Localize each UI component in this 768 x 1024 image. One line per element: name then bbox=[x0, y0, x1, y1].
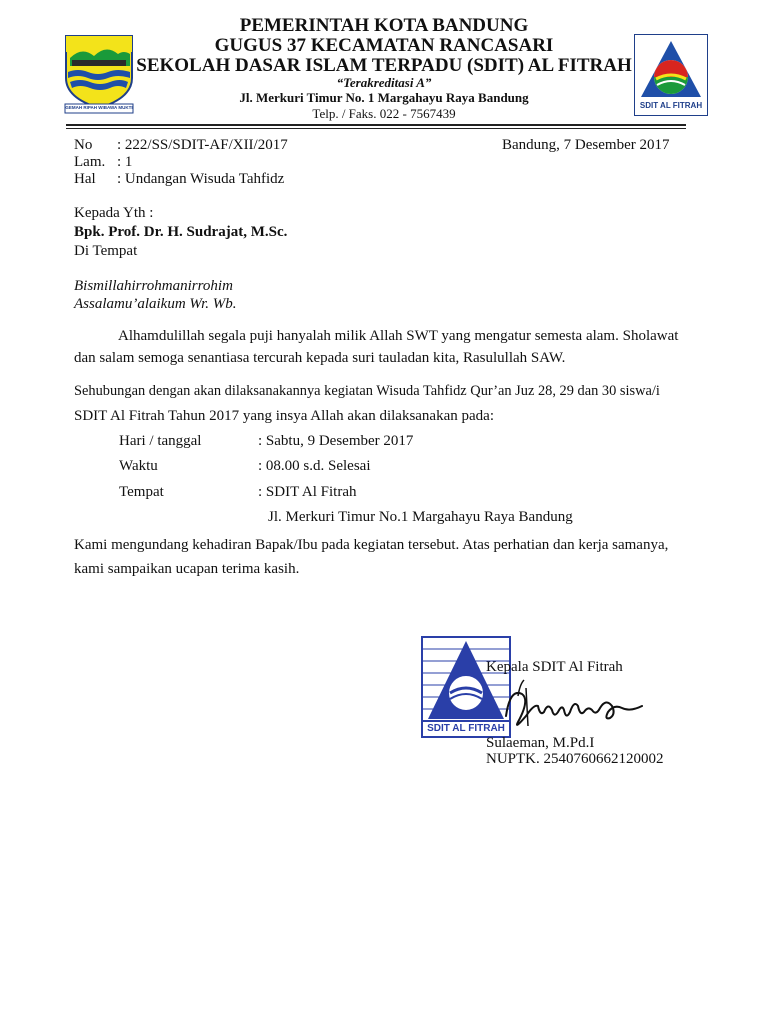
stamp-label: SDIT AL FITRAH bbox=[427, 723, 505, 734]
header-accreditation: “Terakreditasi A” bbox=[336, 75, 432, 90]
logo-label: SDIT AL FITRAH bbox=[639, 101, 703, 110]
logo-motto: GEMAH RIPAH WIBAWA MUKTI bbox=[65, 105, 133, 110]
body-p2-line2: SDIT Al Fitrah Tahun 2017 yang insya Allah akan dilaksanakan pada: bbox=[74, 408, 494, 424]
body-p1-line1: Alhamdulillah segala puji hanyalah milik Allah SWT yang mengatur semesta alam. Sholawat bbox=[118, 328, 679, 344]
school-stamp bbox=[420, 635, 512, 739]
signatory-name: Sulaeman, M.Pd.I bbox=[486, 735, 595, 751]
detail-label: Waktu bbox=[119, 458, 158, 474]
meta-hal-label: Hal bbox=[74, 171, 96, 187]
header-cluster: GUGUS 37 KECAMATAN RANCASARI bbox=[214, 35, 554, 56]
place-date: Bandung, 7 Desember 2017 bbox=[502, 137, 670, 153]
header-government: PEMERINTAH KOTA BANDUNG bbox=[239, 15, 529, 36]
venue-address: Jl. Merkuri Timur No.1 Margahayu Raya Bandung bbox=[268, 509, 573, 525]
header-school-name: SEKOLAH DASAR ISLAM TERPADU (SDIT) AL FITRAH bbox=[136, 55, 632, 76]
recipient-name: Bpk. Prof. Dr. H. Sudrajat, M.Sc. bbox=[74, 224, 288, 240]
body-p1-line2: dan salam semoga senantiasa tercurah kepada suri tauladan kita, Rasulullah SAW. bbox=[74, 350, 566, 366]
header-divider-thick bbox=[66, 124, 686, 126]
meta-no-value: : 222/SS/SDIT-AF/XII/2017 bbox=[117, 137, 288, 153]
detail-value: : 08.00 s.d. Selesai bbox=[258, 458, 371, 474]
detail-value: : Sabtu, 9 Desember 2017 bbox=[258, 433, 414, 449]
meta-no-label: No bbox=[74, 137, 93, 153]
recipient-place: Di Tempat bbox=[74, 243, 138, 259]
header-divider-thin bbox=[66, 128, 686, 129]
meta-hal-value: : Undangan Wisuda Tahfidz bbox=[117, 171, 285, 187]
body-p3-line2: kami sampaikan ucapan terima kasih. bbox=[74, 561, 300, 577]
greeting-basmalah: Bismillahirrohmanirrohim bbox=[74, 278, 233, 294]
detail-label: Tempat bbox=[119, 484, 164, 500]
signatory-title: Kepala SDIT Al Fitrah bbox=[486, 659, 623, 675]
header-phone: Telp. / Faks. 022 - 7567439 bbox=[312, 106, 456, 121]
body-p2-line1: Sehubungan dengan akan dilaksanakannya kegiatan Wisuda Tahfidz Qur’an Juz 28, 29 dan 30 siswa/i bbox=[74, 383, 660, 399]
greeting-salam: Assalamu’alaikum Wr. Wb. bbox=[74, 296, 237, 312]
recipient-to: Kepada Yth : bbox=[74, 205, 154, 221]
meta-lam-label: Lam. bbox=[74, 154, 106, 170]
detail-value: : SDIT Al Fitrah bbox=[258, 484, 357, 500]
header-address: Jl. Merkuri Timur No. 1 Margahayu Raya Bandung bbox=[239, 90, 529, 105]
handwritten-signature bbox=[500, 676, 650, 736]
meta-lam-value: : 1 bbox=[117, 154, 133, 170]
detail-label: Hari / tanggal bbox=[119, 433, 202, 449]
body-p3-line1: Kami mengundang kehadiran Bapak/Ibu pada kegiatan tersebut. Atas perhatian dan kerja samanya, bbox=[74, 537, 669, 553]
signatory-nuptk: NUPTK. 2540760662120002 bbox=[486, 751, 664, 767]
